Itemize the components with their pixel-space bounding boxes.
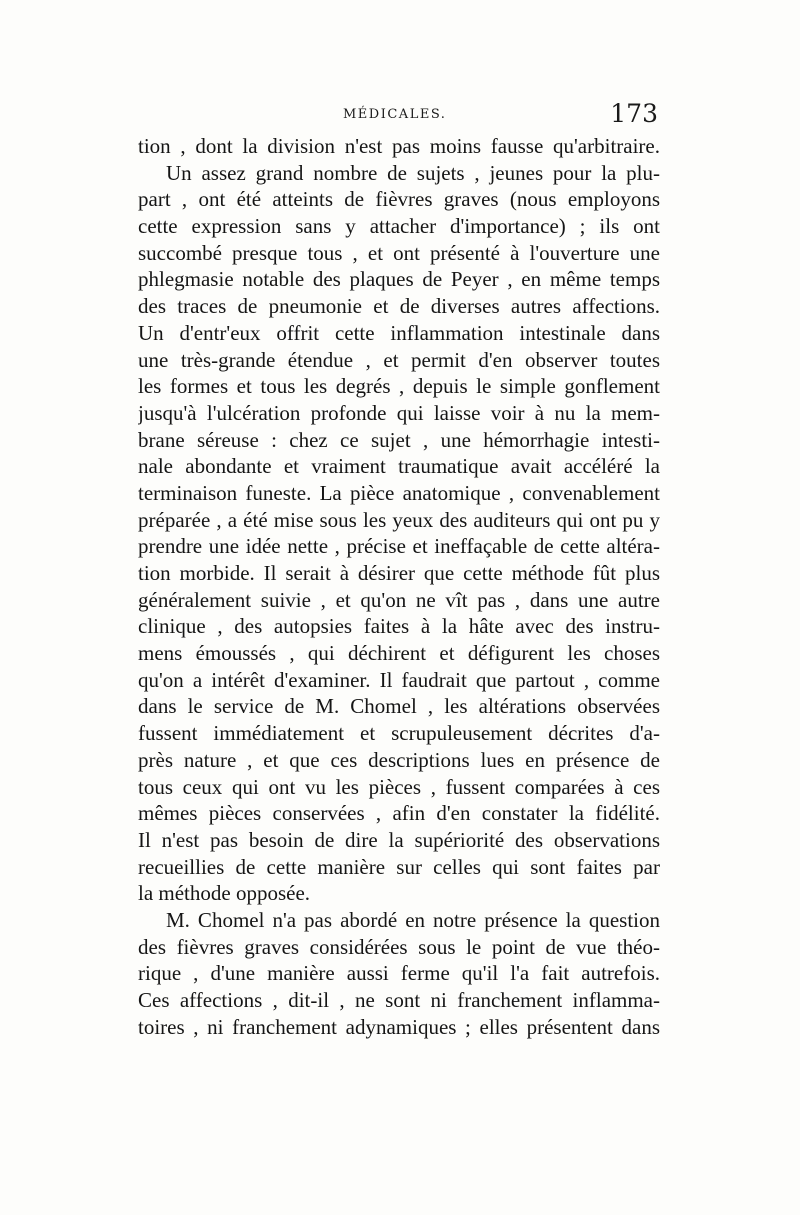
text-line: qu'on a intérêt d'examiner. Il faudrait que partout , comme — [138, 667, 660, 692]
text-line: Il n'est pas besoin de dire la supériorité des observations — [138, 827, 660, 852]
text-line: recueillies de cette manière sur celles qui sont faites par — [138, 854, 660, 879]
text-line: M. Chomel n'a pas abordé en notre présence la question — [166, 907, 660, 932]
text-line: prendre une idée nette , précise et ineffaçable de cette altéra- — [138, 534, 660, 559]
text-line: phlegmasie notable des plaques de Peyer , en même temps — [138, 267, 660, 292]
text-line: Un assez grand nombre de sujets , jeunes pour la plu- — [166, 160, 660, 185]
text-line: fussent immédiatement et scrupuleusement décrites d'a- — [138, 721, 660, 746]
text-line: terminaison funeste. La pièce anatomique , convenablement — [138, 480, 660, 505]
text-line: tous ceux qui ont vu les pièces , fussent comparées à ces — [138, 774, 660, 799]
text-line: toires , ni franchement adynamiques ; elles présentent dans — [138, 1014, 660, 1039]
page-number: 173 — [610, 99, 658, 128]
text-line: près nature , et que ces descriptions lues en présence de — [138, 747, 660, 772]
text-line: succombé presque tous , et ont présenté à l'ouverture une — [138, 240, 660, 265]
running-title: MÉDICALES. — [343, 107, 447, 122]
text-line: mens émoussés , qui déchirent et défigurent les choses — [138, 641, 660, 666]
text-line: Ces affections , dit-il , ne sont ni franchement inflamma- — [138, 988, 660, 1012]
text-line: part , ont été atteints de fièvres graves (nous employons — [138, 187, 660, 212]
text-line: dans le service de M. Chomel , les altérations observées — [138, 694, 660, 719]
text-line: la méthode opposée. — [138, 881, 311, 906]
text-line: des fièvres graves considérées sous le point de vue théo- — [138, 934, 660, 959]
text-line: une très-grande étendue , et permit d'en observer toutes — [138, 347, 660, 372]
text-line: généralement suivie , et qu'on ne vît pas , dans une autre — [138, 587, 660, 612]
text-line: brane séreuse : chez ce sujet , une hémorrhagie intesti- — [138, 427, 660, 452]
text-line: jusqu'à l'ulcération profonde qui laisse voir à nu la mem- — [138, 400, 660, 425]
text-line: Un d'entr'eux offrit cette inflammation intestinale dans — [138, 320, 660, 345]
text-line: nale abondante et vraiment traumatique avait accéléré la — [138, 454, 660, 479]
text-line: rique , d'une manière aussi ferme qu'il l'a fait autrefois. — [138, 961, 660, 986]
text-line: tion morbide. Il serait à désirer que cette méthode fût plus — [138, 561, 660, 585]
running-head — [138, 101, 658, 131]
text-line: des traces de pneumonie et de diverses autres affections. — [138, 294, 660, 319]
text-line: mêmes pièces conservées , afin d'en constater la fidélité. — [138, 801, 660, 826]
text-line: clinique , des autopsies faites à la hâte avec des instru- — [138, 614, 660, 639]
text-line: les formes et tous les degrés , depuis le simple gonflement — [138, 374, 660, 399]
body-text — [138, 133, 660, 1040]
text-line: tion , dont la division n'est pas moins fausse qu'arbitraire. — [138, 134, 660, 158]
text-line: préparée , a été mise sous les yeux des auditeurs qui ont pu y — [138, 507, 660, 532]
text-line: cette expression sans y attacher d'importance) ; ils ont — [138, 214, 660, 239]
